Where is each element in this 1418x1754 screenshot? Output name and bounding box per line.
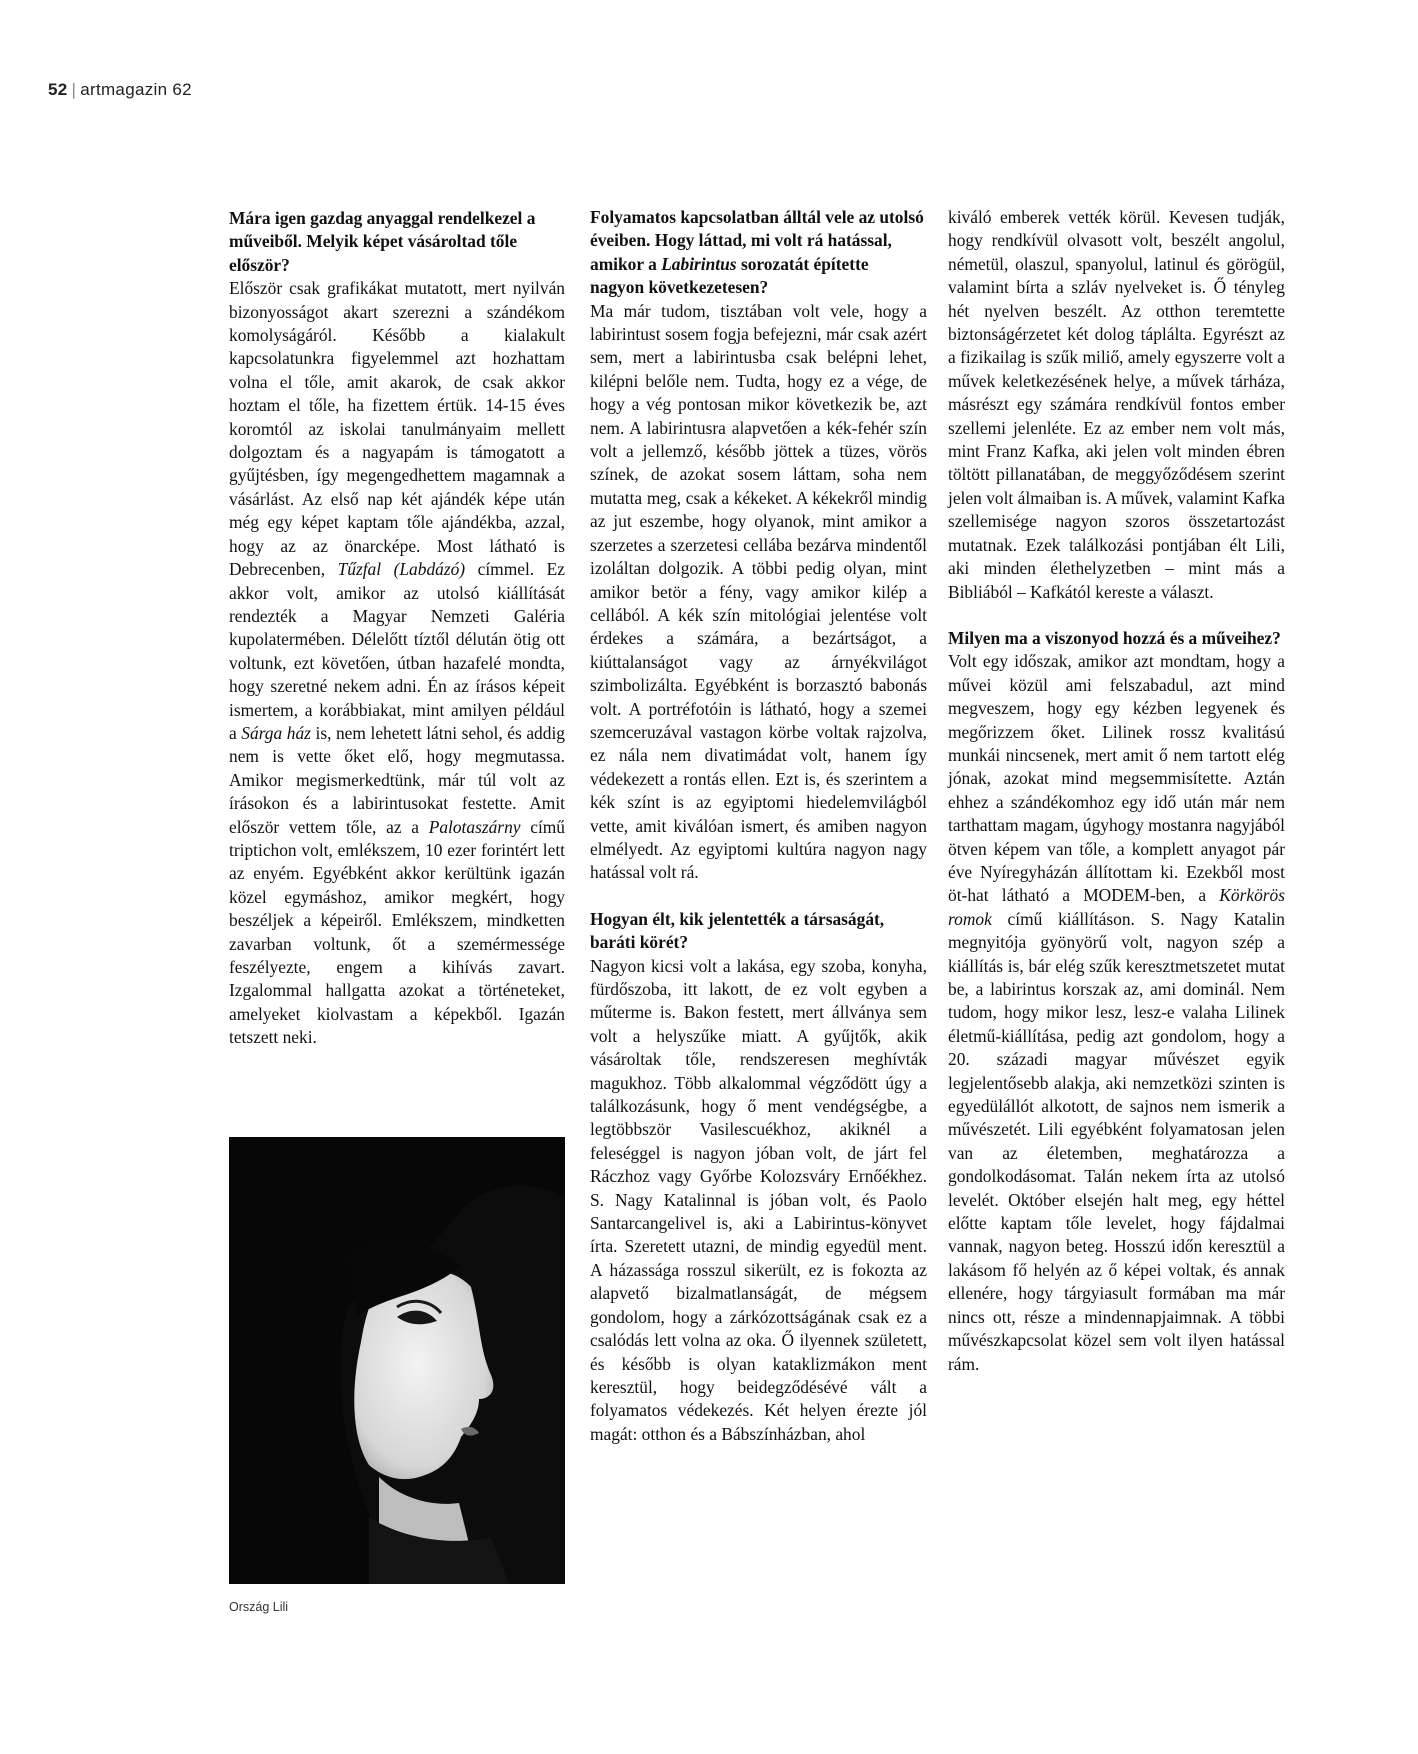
series-title-labirintus: Labirintus bbox=[661, 253, 737, 274]
interview-answer-2: Ma már tudom, tisztában volt vele, hogy a labirintust sosem fogja befejezni, már csak azért sem, mert a labirintusba csak belépni lehet, kilépni belőle nem. Tudta, hogy ez a vége, de hogy a vég pontosan mikor következik be, azt nem. A labirintusra alapvetően a kék-fehér szín volt a jellemző, később jöttek a tüzes, vörös színek, de azokat sosem láttam, soha nem mutatta meg, csak a kékeket. A kékekről mindig az jut eszembe, hogy olyanok, mint amikor a szerzetes a szerzetesi cellába bezárva mindentől izoláltan dolgozik. A többi pedig olyan, mint amikor betör a fény, vagy amikor kilép a cellából. A kék szín mitológiai jelentése volt érdekes a számára, a bezártságot, a kiúttalanságot vagy az árnyékvilágot szimbolizálta. Egyébként is borzasztó babonás volt. A portréfotóin is látható, hogy a szemei szemceruzával vastagon körbe voltak rajzolva, ez nála nem divatimádat volt, hanem így védekezett a rontás ellen. Ezt is, és szerintem a kék színt is az egyiptomi hiedelemvilágból vette, amit kiválóan ismert, és amiben nagyon elmélyedt. Az egyiptomi kultúra nagyon nagy hatással volt rá. bbox=[590, 300, 927, 883]
running-header bbox=[48, 80, 192, 100]
header-separator: | bbox=[71, 80, 77, 99]
column-3 bbox=[948, 206, 1285, 1376]
answer-text: című kiállításon. S. Nagy Katalin megnyitója gyönyörű volt, nagyon szép a kiállítás is, bár elég szűk keresztmetszetet mutat be, a labirintus korszak az, ami dominál. Nem tudom, hogy mikor lesz, lesz-e valaha Lilinek életmű-kiállítása, pedig azt gondolom, hogy a 20. századi magyar művészet egyik legjelentősebb alakja, aki nemzetközi szinten is egyedülállót alkotott, de sajnos nem ismerik a művészetét. Lili egyébként folyamatosan jelen van az életemben, meghatározza a gondolkodásomat. Talán nekem írta az utolsó levelét. Október elsején halt meg, egy héttel előtte kaptam tőle levelet, hogy fájdalmai vannak, nagyon beteg. Hosszú időn keresztül a lakásom fő helyén az ő képei voltak, és annak ellenére, hogy tárgyiasult formában ma már nincs ott, része a mindennapjaimnak. A többi művészkapcsolat közel sem volt ilyen hatással rám. bbox=[948, 908, 1285, 1374]
magazine-title: artmagazin 62 bbox=[80, 80, 192, 99]
photo-caption: Ország Lili bbox=[229, 1600, 289, 1614]
answer-text: Először csak grafikákat mutatott, mert nyilván bizonyosságot akart szerezni a szándékom komolyságáról. Később a kialakult kapcsolatunkra figyelemmel azt hozhattam volna el tőle, amit akarok, de csak akkor hoztam el tőle, ha fizettem értük. 14-15 éves koromtól az iskolai tanulmányaim mellett dolgoztam és a nagyapám is támogatott a gyűjtésben, így megengedhettem magamnak a vásárlást. Az első nap két ajándék képe után még egy képet kaptam tőle ajándékba, azzal, hogy az az önarcképe. Most látható is Debrecenben, bbox=[229, 278, 565, 580]
artwork-title-sarga-haz: Sárga ház bbox=[241, 722, 311, 743]
interview-answer-3: Nagyon kicsi volt a lakása, egy szoba, konyha, fürdőszoba, itt lakott, de ez volt egyben a műterme is. Bakon festett, mert állványa sem volt a helyszűke miatt. A gyűjtők, akik vásároltak tőle, rendszeresen meghívták magukhoz. Több alkalommal végződött úgy a találkozásunk, hogy ő ment vendégségbe, a legtöbbször Vasilescuékhoz, akiknél a feleséggel is nagyon jóban volt, de járt fel Ráczhoz vagy Győrbe Kolozsváry Ernőékhez. S. Nagy Katalinnal is jóban volt, és Paolo Santarcangelivel is, aki a Labirintus-könyvet írta. Szeretett utazni, de mindig egyedül ment. A házassága rosszul sikerült, ez is fokozta az alapvető bizalmatlanságát, de mégsem gondolom, hogy a zárkózottságának csak ez a csalódás lett volna az oka. Ő ilyennek született, és később is olyan kataklizmákon ment keresztül, hogy beidegződésévé vált a folyamatos védekezés. Két helyen érezte jól magát: otthon és a Bábszínházban, ahol bbox=[590, 955, 927, 1444]
column-2 bbox=[590, 206, 927, 1446]
answer-text: Volt egy időszak, amikor azt mondtam, hogy a művei közül ami felszabadul, azt mind megveszem, hogy egy kézben legyenek és megőrizzem őket. Lilinek rossz kvalitású munkái nincsenek, mert amit ő nem tartott elég jónak, azokat mind megsemmisítette. Aztán ehhez a szándékomhoz egy idő után már nem tarthattam magam, úgyhogy mostanra nagyjából ötven képem van tőle, a komplett anyagot pár éve Nyíregyházán állítottam ki. Ezekből most öt-hat látható a MODEM-ben, a bbox=[948, 651, 1285, 906]
artwork-title-tuzfal: Tűzfal (Labdázó) bbox=[337, 559, 466, 580]
interview-answer-1 bbox=[229, 277, 565, 1049]
interview-question-3: Hogyan élt, kik jelentették a társaságát, baráti körét? bbox=[590, 908, 885, 953]
portrait-illustration bbox=[229, 1137, 565, 1584]
answer-text: címmel. Ez akkor volt, amikor az utolsó kiállítását rendezték a Magyar Nemzeti Galéria kupolatermében. Délelőtt tíztől délután ötig ott voltunk, ezt követően, útban hazafelé mondta, hogy szeretné nekem adni. Én az írásos képeit ismertem, a korábbiakat, mint amilyen például a bbox=[229, 559, 565, 743]
column-1 bbox=[229, 207, 565, 1050]
portrait-photo bbox=[229, 1137, 565, 1584]
interview-question-2 bbox=[590, 206, 927, 300]
answer-text: című triptichon volt, emlékszem, 10 ezer forintért lett az enyém. Egyébként akkor kerültünk igazán közel egymáshoz, amikor megkért, hogy beszéljek a képeiről. Emlékszem, mindketten zavarban voltunk, őt a szemérmessége feszélyezte, engem a kihívás zavart. Izgalommal hallgatta azokat a történeteket, amelyeket kiolvastam a képekből. Igazán tetszett neki. bbox=[229, 816, 565, 1048]
interview-question-1: Mára igen gazdag anyaggal rendelkezel a műveiből. Melyik képet vásároltad tőle először? bbox=[229, 208, 536, 275]
question-text: sorozatát építette nagyon következetesen? bbox=[590, 253, 869, 298]
interview-answer-4 bbox=[948, 650, 1285, 1376]
question-text: Folyamatos kapcsolatban álltál vele az utolsó éveiben. Hogy láttad, mi volt rá hatással, amikor a bbox=[590, 207, 924, 274]
artwork-title-palotaszarny: Palotaszárny bbox=[428, 816, 521, 837]
interview-answer-3-continued: kiváló emberek vették körül. Kevesen tudják, hogy rendkívül olvasott volt, beszélt angolul, németül, olaszul, spanyolul, latinul és görögül, valamint bírta a szláv nyelveket is. Ő tényleg hét nyelven beszélt. Az otthon teremtette biztonságérzetet két dolog táplálta. Egyrészt az a fizikailag is szűk miliő, amely egyszerre volt a művek keletkezésének helye, a művek tárháza, másrészt egy számára rendkívül fontos ember szellemi jelenléte. Ez az ember nem volt más, mint Franz Kafka, aki jelen volt minden ébren töltött pillanatában, de meggyőződésem szerint jelen volt álmaiban is. A művek, valamint Kafka szellemisége nagyon szoros összetartozást mutatnak. Ezek találkozási pontjában élt Lili, aki minden élethelyzetben – mint más a Bibliából – Kafkától kereste a választ. bbox=[948, 207, 1285, 602]
exhibition-title-korkoros-romok: Körkörös romok bbox=[948, 885, 1285, 929]
page-number: 52 bbox=[48, 80, 68, 99]
answer-text: is, nem lehetett látni sehol, és addig nem is vette őket elő, hogy megmutassa. Amikor megismerkedtünk, már túl volt az írásokon és a labirintusokat festette. Amit először vettem tőle, az a bbox=[229, 722, 565, 837]
interview-question-4: Milyen ma a viszonyod hozzá és a műveihez? bbox=[948, 627, 1281, 648]
